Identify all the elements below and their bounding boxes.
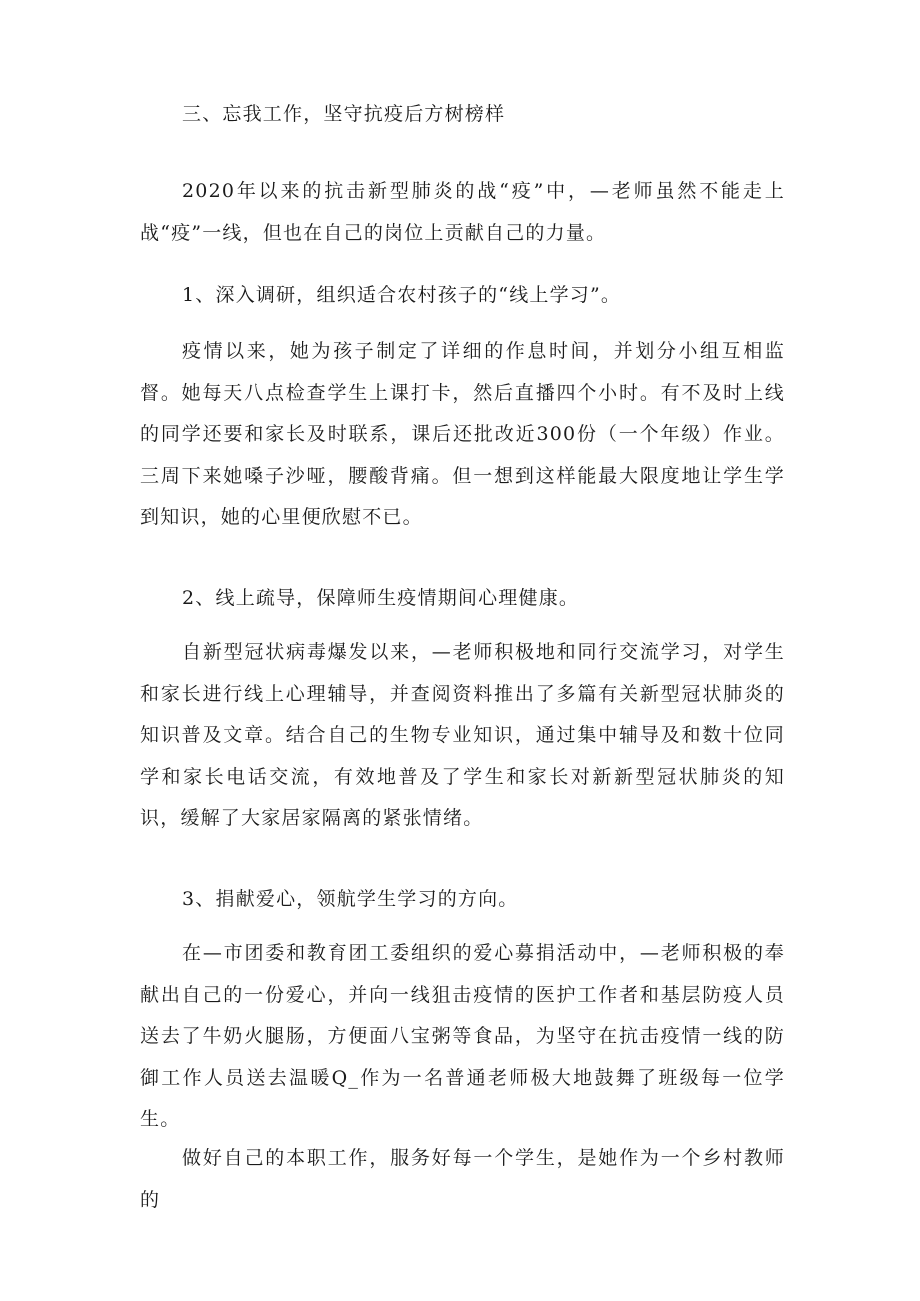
point-2-body: 自新型冠状病毒爆发以来，—老师积极地和同行交流学习，对学生和家长进行线上心理辅导，并查阅资料推出了多篇有关新型冠状肺炎的知识普及文章。结合自己的生物专业知识，通过集中辅导及和数十位同学和家长电话交流，有效地普及了学生和家长对新新型冠状肺炎的知识，缓解了大家居家隔离的紧张情绪。 bbox=[140, 641, 785, 829]
point-2-title: 2、线上疏导，保障师生疫情期间心理健康。 bbox=[182, 587, 580, 609]
section-heading: 三、忘我工作，坚守抗疫后方树榜样 bbox=[182, 103, 506, 125]
point-1-title: 1、深入调研，组织适合农村孩子的“线上学习”。 bbox=[182, 284, 622, 306]
closing-paragraph: 做好自己的本职工作，服务好每一个学生，是她作为一个乡村教师的 bbox=[140, 1147, 785, 1211]
point-1-body: 疫情以来，她为孩子制定了详细的作息时间，并划分小组互相监督。她每天八点检查学生上课打卡，然后直播四个小时。有不及时上线的同学还要和家长及时联系，课后还批改近300份（一个年级）作业。三周下来她嗓子沙哑，腰酸背痛。但一想到这样能最大限度地让学生学到知识，她的心里便欣慰不已。 bbox=[140, 340, 785, 528]
intro-paragraph: 2020年以来的抗击新型肺炎的战“疫”中，—老师虽然不能走上战“疫”一线，但也在自己的岗位上贡献自己的力量。 bbox=[140, 180, 785, 244]
point-3-title: 3、捐献爱心，领航学生学习的方向。 bbox=[182, 888, 519, 910]
point-3-body: 在—市团委和教育团工委组织的爱心募捐活动中，—老师积极的奉献出自己的一份爱心，并向一线狙击疫情的医护工作者和基层防疫人员送去了牛奶火腿肠，方便面八宝粥等食品，为坚守在抗击疫情一线的防御工作人员送去温暖Q_作为一名普通老师极大地鼓舞了班级每一位学生。 bbox=[140, 942, 785, 1130]
